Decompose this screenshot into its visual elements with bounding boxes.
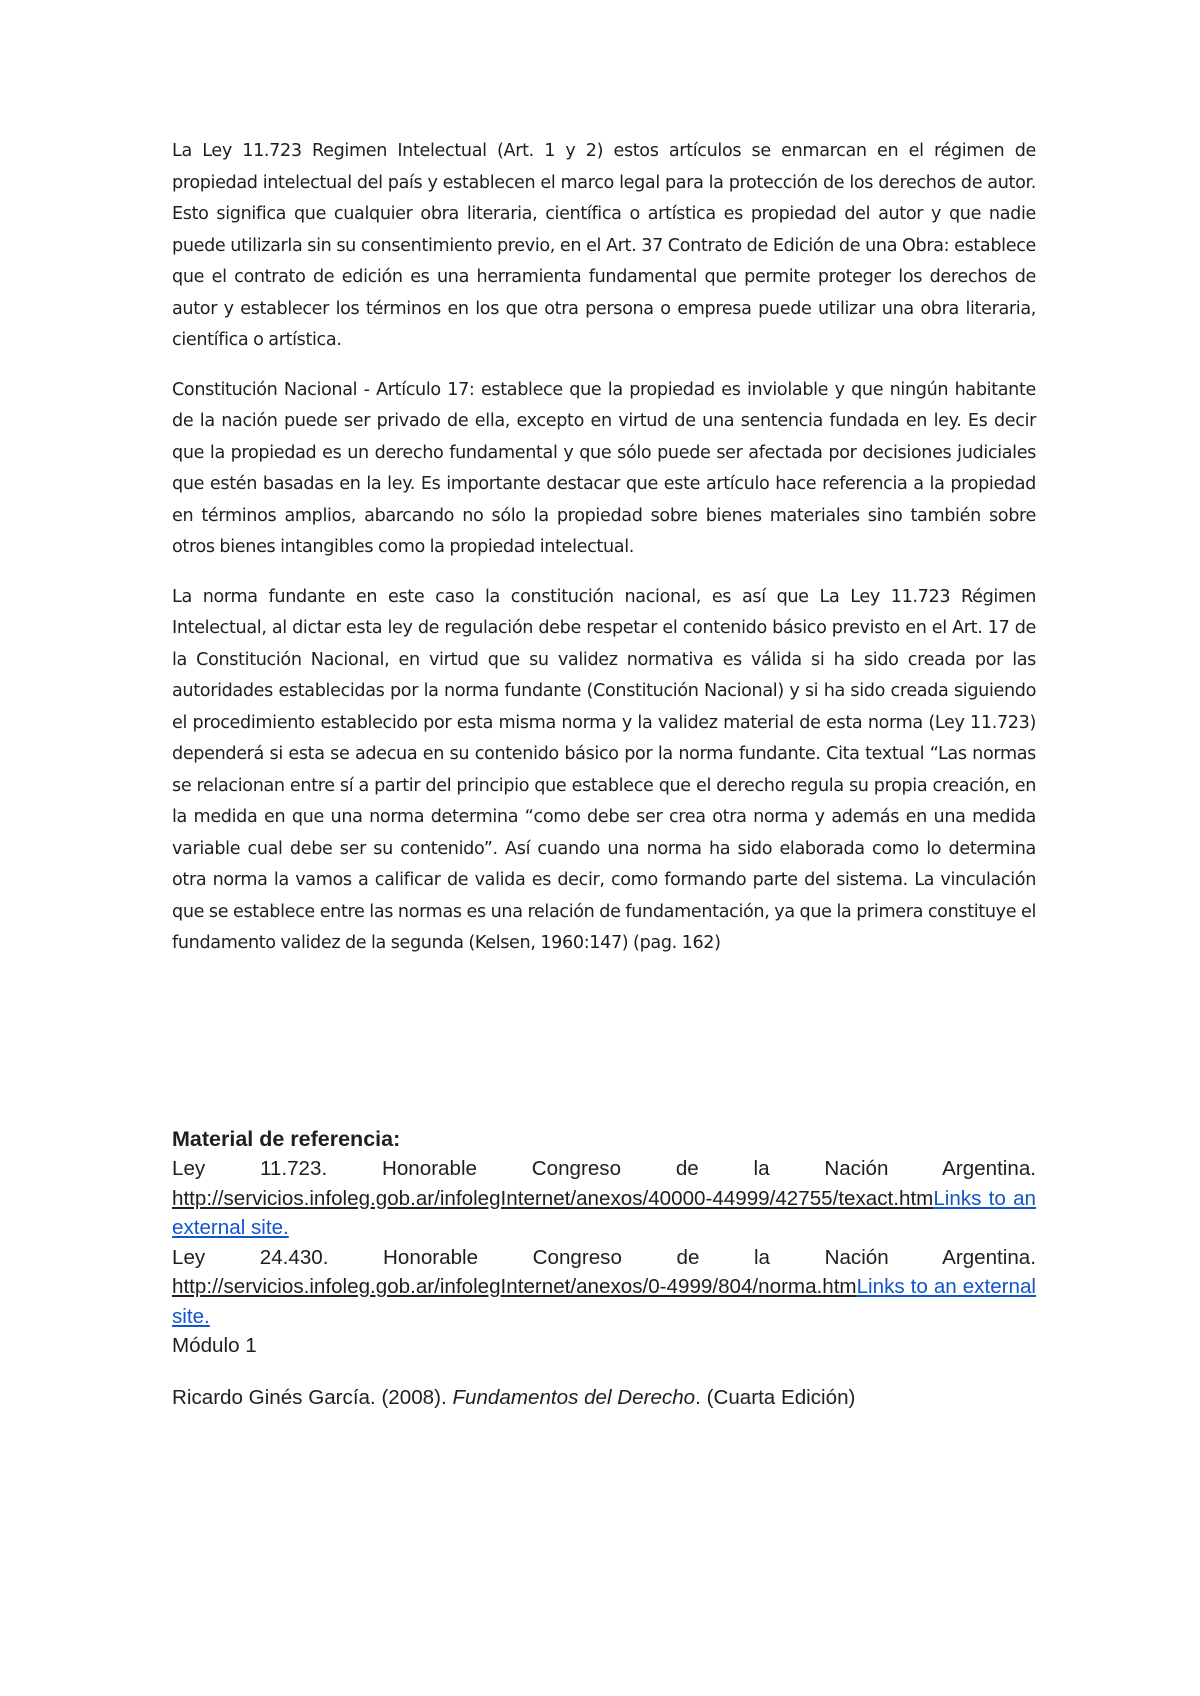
- reference-url-link[interactable]: http://servicios.infoleg.gob.ar/infolegInternet/anexos/0-4999/804/norma.htm: [172, 1275, 857, 1298]
- reference-prefix: Ley 11.723. Honorable Congreso de la Nación Argentina.: [172, 1157, 1036, 1180]
- reference-entry-ley-11723: [172, 1154, 1036, 1243]
- bibliography-edition: . (Cuarta Edición): [695, 1385, 856, 1409]
- external-site-link[interactable]: Links to an external site.: [172, 1275, 1036, 1328]
- bibliography-title: Fundamentos del Derecho: [452, 1385, 696, 1409]
- bibliography-entry: [172, 1383, 1036, 1413]
- document-body: [172, 136, 1036, 978]
- references-section: [172, 1124, 1036, 1412]
- references-heading: Material de referencia:: [172, 1127, 401, 1151]
- external-site-link[interactable]: Links to an external site.: [172, 1186, 1036, 1239]
- module-label: Módulo 1: [172, 1334, 257, 1357]
- paragraph-norma-fundante: La norma fundante en este caso la constitución nacional, es así que La Ley 11.723 Régimen Intelectual, al dictar esta ley de regulación debe respetar el contenido básico previsto en el Art. 17 de la Constitución Nacional, en virtud que su validez normativa es válida si ha sido creada por las autoridades establecidas por la norma fundante (Constitución Nacional) y si ha sido creada siguiendo el procedimiento establecido por esta misma norma y la validez material de esta norma (Ley 11.723) dependerá si esta se adecua en su contenido básico por la norma fundante. Cita textual “Las normas se relacionan entre sí a partir del principio que establece que el derecho regula su propia creación, en la medida en que una norma determina “como debe ser crea otra norma y además en una medida variable cual debe ser su contenido”. Así cuando una norma ha sido elaborada como lo determina otra norma la vamos a calificar de valida es decir, como formando parte del sistema. La vinculación que se establece entre las normas es una relación de fundamentación, ya que la primera constituye el fundamento validez de la segunda (Kelsen, 1960:147) (pag. 162): [172, 586, 1036, 953]
- reference-entry-ley-24430: [172, 1243, 1036, 1332]
- bibliography-author-year: Ricardo Ginés García. (2008: [172, 1385, 435, 1409]
- bibliography-separator: ).: [434, 1385, 453, 1409]
- reference-url-link[interactable]: http://servicios.infoleg.gob.ar/infolegInternet/anexos/40000-44999/42755/texact.htm: [172, 1186, 934, 1210]
- paragraph-constitucion-art-17: Constitución Nacional - Artículo 17: establece que la propiedad es inviolable y que ningún habitante de la nación puede ser privado de ella, excepto en virtud de una sentencia fundada en ley. Es decir que la propiedad es un derecho fundamental y que sólo puede ser afectada por decisiones judiciales que estén basadas en la ley. Es importante destacar que este artículo hace referencia a la propiedad en términos amplios, abarcando no sólo la propiedad sobre bienes materiales sino también sobre otros bienes intangibles como la propiedad intelectual.: [172, 379, 1036, 557]
- reference-prefix: Ley 24.430. Honorable Congreso de la Nación Argentina.: [172, 1245, 1036, 1269]
- paragraph-ley-11723: La Ley 11.723 Regimen Intelectual (Art. 1 y 2) estos artículos se enmarcan en el régimen de propiedad intelectual del país y establecen el marco legal para la protección de los derechos de autor. Esto significa que cualquier obra literaria, científica o artística es propiedad del autor y que nadie puede utilizarla sin su consentimiento previo, en el Art. 37 Contrato de Edición de una Obra: establece que el contrato de edición es una herramienta fundamental que permite proteger los derechos de autor y establecer los términos en los que otra persona o empresa puede utilizar una obra literaria, científica o artística.: [172, 141, 1036, 350]
